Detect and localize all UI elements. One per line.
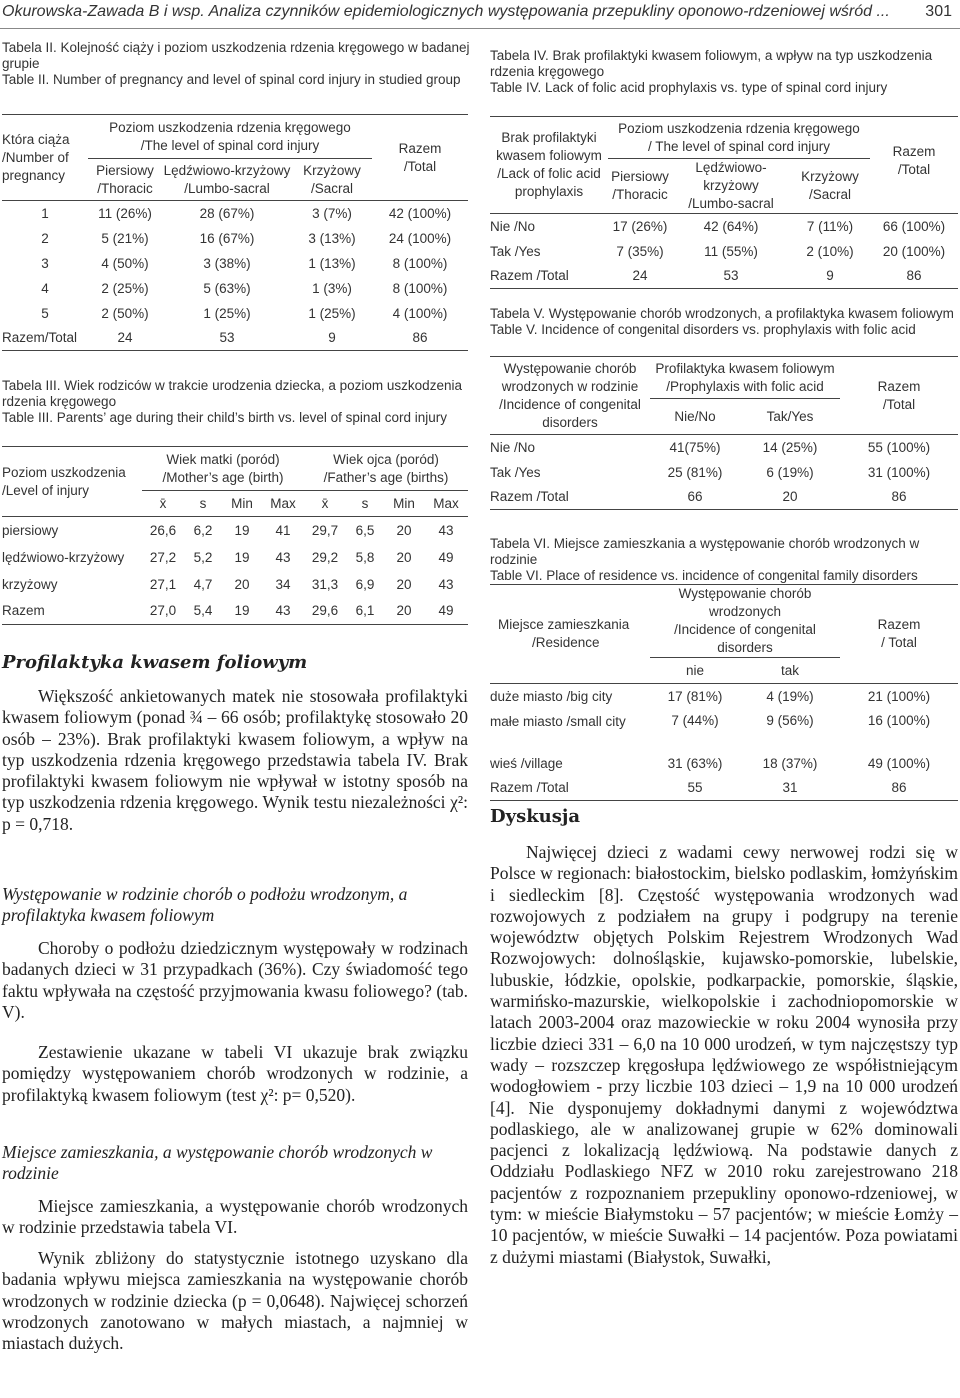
table2-col1-header: Która ciąża /Number of pregnancy	[2, 131, 70, 183]
table-row-total: Razem 27,0 5,4 19 43 29,6 6,1 20 49	[2, 598, 468, 625]
table3: Poziom uszkodzenia /Level of injury Wiek matki (poród) /Mother’s age (birth) Wiek ojca (poród) /Father’s age (births) x̄ s Min Max x̄ s Min Max piersiowy 26,6 6,2 19 41 29,7 6,5 20 43 lędźwiowo-krzyżowy 27,2 5,2 19 43 29,2 5,8 20 49 krzyżowy 27,1 4,7 20 34 31,3 6,9 20 43 Razem 27,0 5,4 19 43 29,6 6,1 20 49	[2, 446, 468, 625]
table-row: 3 4 (50%) 3 (38%) 1 (13%) 8 (100%)	[41, 255, 448, 271]
paragraph-residence-result: Wynik zbliżony do statystycznie istotnego uzyskano dla badania wpływu miejsca zamieszkania na występowanie chorób wrodzonych w rodzinie dziecka (p = 0,0648). Najwięcej schorzeń wrodzonych zanotowano w małych miastach, a najmniej w miastach dużych.	[2, 1248, 468, 1354]
subheading-family-disorders: Występowanie w rodzinie chorób o podłożu wrodzonym, a profilaktyka kwasem foliowym	[2, 884, 408, 926]
table5-sub-yes: Tak/Yes	[766, 409, 814, 424]
table-row: małe miasto /small city 7 (44%) 9 (56%) 16 (100%)	[490, 712, 931, 729]
table6-group-header: Występowanie chorób wrodzonych /Incidence of congenital disorders	[650, 585, 840, 658]
table3-caption	[2, 378, 470, 426]
table5-total-header: Razem /Total	[877, 378, 921, 412]
table4-caption	[490, 48, 960, 96]
table2-caption-en: Table II. Number of pregnancy and level of spinal cord injury in studied group	[2, 72, 461, 87]
table-row-total: Razem /Total 55 31 86	[490, 776, 958, 801]
table2-caption-pl: Tabela II. Kolejność ciąży i poziom uszkodzenia rdzenia kręgowego w badanej grupie	[2, 40, 470, 71]
running-title: Okurowska-Zawada B i wsp. Analiza czynników epidemiologicznych występowania przepukliny oponowo-rdzeniowej wśród ...	[2, 3, 890, 20]
paragraph-prophylaxis-1: Większość ankietowanych matek nie stosowała profilaktyki kwasem foliowym (ponad ¾ – 66 osób; profilaktykę stosowało 20 osób – 23%). Brak profilaktyki kwasem foliowym, a wpływ na typ uszkodzenia rdzenia kręgowego przedstawia tabela IV. Brak profilaktyki kwasem foliowym nie wpływał w istotny sposób na typ uszkodzenia rdzenia kręgowego. Wynik testu niezależności χ²: p = 0,718.	[2, 686, 468, 834]
table5-col1-header: Występowanie chorób wrodzonych w rodzinie /Incidence of congenital disorders	[499, 360, 641, 430]
running-header	[0, 0, 960, 29]
table5	[490, 356, 958, 510]
table2-sub-lumbosacral: Lędźwiowo-krzyżowy /Lumbo-sacral	[163, 162, 291, 196]
table3-mother-header: Wiek matki (poród) /Mother’s age (birth)	[142, 447, 304, 491]
table6-caption	[490, 536, 960, 584]
table6-total-header: Razem / Total	[877, 617, 921, 650]
table-row-total: Razem /Total 24 53 9 86	[490, 264, 958, 289]
table5-caption-pl: Tabela V. Występowanie chorób wrodzonych, a profilaktyka kwasem foliowym	[490, 306, 954, 321]
table2-sub-thoracic: Piersiowy /Thoracic	[96, 162, 154, 196]
table3-father-header: Wiek ojca (poród) /Father’s age (births)	[304, 447, 468, 491]
table2-total-header: Razem /Total	[398, 140, 442, 174]
table2-caption	[2, 40, 470, 88]
table4-group-header: Poziom uszkodzenia rdzenia kręgowego / The level of spinal cord injury	[608, 117, 870, 159]
table6-caption-pl: Tabela VI. Miejsce zamieszkania a występowanie chorób wrodzonych w rodzinie	[490, 536, 920, 567]
table2	[2, 114, 468, 351]
table-row: Tak /Yes 7 (35%) 11 (55%) 2 (10%) 20 (100%)	[490, 243, 946, 259]
subheading-residence: Miejsce zamieszkania, a występowanie chorób wrodzonych w rodzinie	[2, 1142, 433, 1184]
table-row-total: Razem/Total 24 53 9 86	[2, 326, 468, 351]
table-row: wieś /village 31 (63%) 18 (37%) 49 (100%)	[490, 755, 931, 771]
table5-sub-no: Nie/No	[674, 409, 716, 424]
table6-caption-en: Table VI. Place of residence vs. incidence of congenital family disorders	[490, 568, 918, 583]
table4-caption-pl: Tabela IV. Brak profilaktyki kwasem foliowym, a wpływ na typ uszkodzenia rdzenia kręgowego	[490, 48, 933, 79]
table-row: 1 11 (26%) 28 (67%) 3 (7%) 42 (100%)	[2, 201, 468, 226]
table2-group-header: Poziom uszkodzenia rdzenia kręgowego /The level of spinal cord injury	[88, 115, 372, 159]
table4-total-header: Razem /Total	[892, 144, 936, 177]
table5-caption	[490, 306, 960, 338]
table-row: lędźwiowo-krzyżowy 27,2 5,2 19 43 29,2 5,8 20 49	[2, 549, 454, 565]
table5-group-header: Profilaktyka kwasem foliowym /Prophylaxis with folic acid	[650, 357, 840, 399]
section-heading-prophylaxis: Profilaktyka kwasem foliowym	[2, 652, 308, 673]
table4	[490, 116, 958, 289]
paragraph-residence: Miejsce zamieszkania, a występowanie chorób wrodzonych w rodzinie przedstawia tabela VI.	[2, 1196, 468, 1238]
table-row: Tak /Yes 25 (81%) 6 (19%) 31 (100%)	[490, 464, 931, 480]
table4-caption-en: Table IV. Lack of folic acid prophylaxis vs. type of spinal cord injury	[490, 80, 888, 95]
table-row: Nie /No 17 (26%) 42 (64%) 7 (11%) 66 (100%)	[490, 214, 958, 239]
table-row: piersiowy 26,6 6,2 19 41 29,7 6,5 20 43	[2, 517, 468, 544]
table4-sub-thoracic: Piersiowy /Thoracic	[611, 169, 669, 202]
table-row: duże miasto /big city 17 (81%) 4 (19%) 21 (100%)	[490, 684, 958, 709]
paragraph-family-disorders: Choroby o podłożu dziedzicznym występowały w rodzinach badanych dzieci w 31 przypadkach (36%). Czy świadomość tego faktu wpływała na częstość przyjmowania kwasu foliowego? (tab. V).	[2, 938, 468, 1022]
table-row: 5 2 (50%) 1 (25%) 1 (25%) 4 (100%)	[41, 305, 448, 321]
table-row: Nie /No 41(75%) 14 (25%) 55 (100%)	[490, 435, 958, 460]
table-row: 2 5 (21%) 16 (67%) 3 (13%) 24 (100%)	[41, 230, 452, 246]
paragraph-table6-summary: Zestawienie ukazane w tabeli VI ukazuje brak związku pomiędzy występowaniem chorób wrodzonych w rodzinie, a profilaktyką kwasem foliowym (test χ²: p= 0,520).	[2, 1042, 468, 1105]
table6-col1-header: Miejsce zamieszkania /Residence	[498, 617, 630, 650]
table6-sub-no: nie	[685, 663, 704, 678]
table-row-total: Razem /Total 66 20 86	[490, 485, 958, 510]
table-row: krzyżowy 27,1 4,7 20 34 31,3 6,9 20 43	[2, 576, 454, 592]
table6-sub-yes: tak	[780, 663, 799, 678]
table2-sub-sacral: Krzyżowy /Sacral	[303, 162, 361, 196]
page-number: 301	[925, 3, 952, 20]
table4-col1-header: Brak profilaktyki kwasem foliowym /Lack of folic acid prophylaxis	[496, 130, 602, 199]
section-heading-discussion: Dyskusja	[490, 806, 581, 827]
table3-caption-en: Table III. Parents’ age during their child’s birth vs. level of spinal cord injury	[2, 410, 447, 425]
table3-caption-pl: Tabela III. Wiek rodziców w trakcie urodzenia dziecka, a poziom uszkodzenia rdzenia kręgowego	[2, 378, 462, 409]
table3-col1-header: Poziom uszkodzenia /Level of injury	[2, 464, 126, 498]
table-row: 4 2 (25%) 5 (63%) 1 (3%) 8 (100%)	[41, 280, 448, 296]
paragraph-discussion: Najwięcej dzieci z wadami cewy nerwowej rodzi się w Polsce w regionach: białostockim, bielsko podlaskim, łomżyńskim i siedleckim [8]. Częstość występowania wrodzonych wad rozwojowych z podziałem na grupy i podgrupy na terenie województw objętych Polskim Rejestrem Wrodzonych Wad Rozwojowych: dolnośląskie, kujawsko-pomorskie, lubelskie, lubuskie, łódzkie, opolskie, podkarpackie, pomorskie, śląskie, warmińsko-mazurskie, wielkopolskie i zachodniopomorskie w latach 2003-2004 oraz mazowieckie w roku 2004 wynosiła przy liczbie dzieci 331 – 6,0 na 10 000 urodzeń, w tym najczęstszy typ wady – rozszczep kręgosłupa lędźwiowego ze współistniejącym wodogłowiem - przy liczbie 103 dzieci – 1,9 na 10 000 urodzeń [4]. Nie dysponujemy dokładnymi danymi z województwa podlaskiego, ale w analizowanej grupie w 62% dominowali pacjenci z lokalizacją lędźwiową. Na podstawie danych z Oddziału Podlaskiego NFZ w 2010 roku zarejestrowano 218 pacjentów z rozpoznaniem przepukliny oponowo-rdzeniowej, w tym: w mieście Białymstoku – 57 pacjentów; w mieście Łomży – 10 pacjentów, w mieście Suwałki – 14 pacjentów. Poza powiatami z dużymi miastami (Białystok, Suwałki,	[490, 842, 958, 1267]
table6	[490, 584, 958, 801]
table5-caption-en: Table V. Incidence of congenital disorders vs. prophylaxis with folic acid	[490, 322, 916, 337]
table4-sub-sacral: Krzyżowy /Sacral	[801, 169, 859, 202]
table4-sub-lumbosacral: Lędźwiowo-krzyżowy /Lumbo-sacral	[688, 160, 774, 211]
